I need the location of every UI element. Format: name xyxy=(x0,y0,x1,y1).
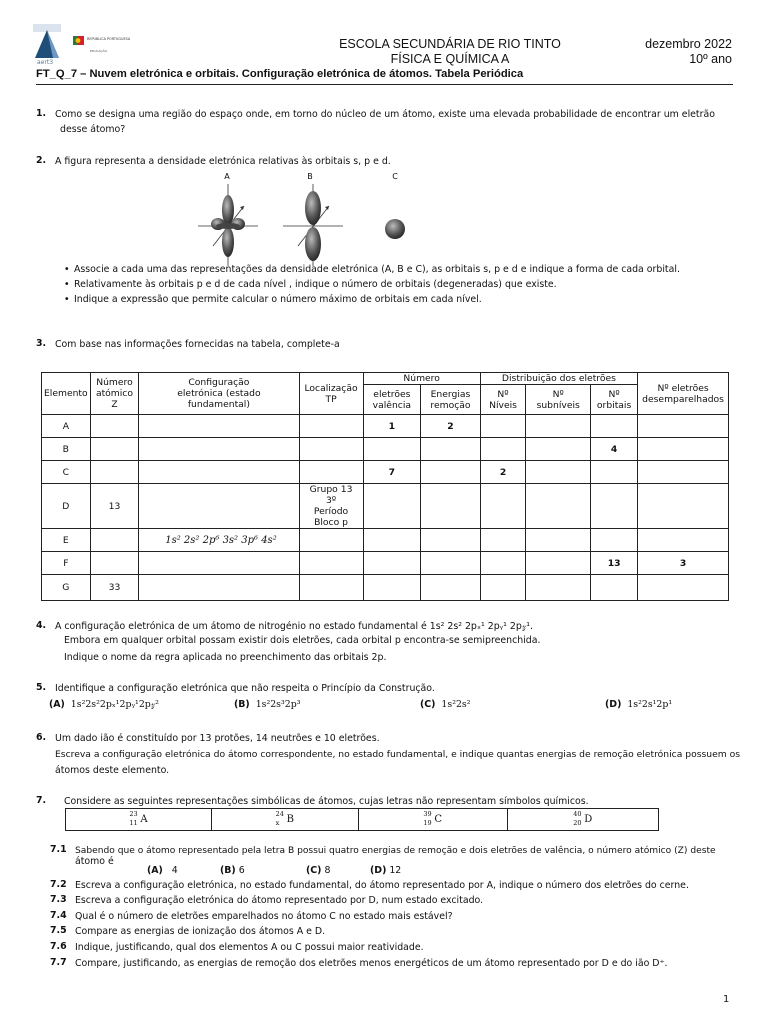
cell-sub[interactable] xyxy=(526,575,591,601)
option-label: (B) xyxy=(234,699,250,710)
cell-z[interactable]: 13 xyxy=(90,484,139,529)
option-text: 1s²2s³2p³ xyxy=(255,699,301,710)
cell-loc[interactable] xyxy=(299,575,363,601)
mass-number: 24 xyxy=(275,810,284,818)
cell-val[interactable] xyxy=(363,552,421,575)
orbital-label-a: A xyxy=(224,172,230,181)
th-orbitais: Nº orbitais xyxy=(591,385,638,415)
cell-rem[interactable] xyxy=(421,461,481,484)
q71-text2: átomo é xyxy=(75,856,114,867)
header-divider xyxy=(36,84,733,85)
grade: 10º ano xyxy=(689,52,732,66)
th-config: Configuração eletrónica (estado fundamental) xyxy=(139,373,299,415)
option-label: (B) xyxy=(220,865,236,876)
q4-number: 4. xyxy=(36,620,47,631)
q77-number: 7.7 xyxy=(50,957,67,968)
cell-sub[interactable] xyxy=(526,415,591,438)
q1-number: 1. xyxy=(36,108,47,119)
q71-option-a[interactable] xyxy=(147,864,178,878)
mass-number: 23 xyxy=(129,810,138,818)
cell-val[interactable] xyxy=(363,575,421,601)
option-label: (D) xyxy=(370,865,387,876)
th-niveis: Nº Níveis xyxy=(480,385,526,415)
d-orbital-a xyxy=(198,184,258,266)
table-row xyxy=(42,552,729,575)
cell-loc[interactable] xyxy=(299,529,363,552)
q5-option-b[interactable] xyxy=(234,698,300,712)
q76-number: 7.6 xyxy=(50,941,67,952)
cell-des[interactable] xyxy=(638,438,729,461)
table-row xyxy=(42,461,729,484)
cell-config[interactable]: 1s² 2s² 2p⁶ 3s² 3p⁶ 4s² xyxy=(139,529,299,552)
cell-niv[interactable] xyxy=(480,415,526,438)
atom-letter: D xyxy=(584,814,593,825)
q71-option-c[interactable] xyxy=(306,864,330,878)
option-value: 4 xyxy=(171,865,178,876)
mass-number: 40 xyxy=(573,810,582,818)
q75-number: 7.5 xyxy=(50,925,67,936)
table-row xyxy=(42,438,729,461)
element-table xyxy=(41,372,729,601)
q6-number: 6. xyxy=(36,732,47,743)
q5-option-c[interactable] xyxy=(420,698,471,712)
option-label: (D) xyxy=(605,699,622,710)
cell-niv[interactable] xyxy=(480,438,526,461)
q1-text-line1: Como se designa uma região do espaço onde, em torno do núcleo de um átomo, existe uma elevada probabilidade de encontrar um eletrão xyxy=(55,109,715,120)
atom-symbol xyxy=(211,809,358,831)
q5-option-a[interactable] xyxy=(49,698,159,712)
cell-des[interactable] xyxy=(638,415,729,438)
cell-el: F xyxy=(42,552,91,575)
cell-niv[interactable] xyxy=(480,484,526,529)
cell-niv[interactable] xyxy=(480,529,526,552)
atomic-number: x xyxy=(275,819,280,827)
cell-des[interactable] xyxy=(638,529,729,552)
q71-number: 7.1 xyxy=(50,844,67,855)
q73-text: Escreva a configuração eletrónica do átomo representado por D, num estado excitado. xyxy=(75,895,484,906)
option-value: 12 xyxy=(389,865,402,876)
q2-bullet: • Relativamente às orbitais p e d de cada nível , indique o número de orbitais (degeneradas) que existe. xyxy=(64,277,680,292)
cell-orb[interactable]: 13 xyxy=(591,552,638,575)
cell-sub[interactable] xyxy=(526,552,591,575)
cell-loc[interactable] xyxy=(299,415,363,438)
q71-text: Sabendo que o átomo representado pela letra B possui quatro energias de remoção e dois eletrões de valência, o número atómico (Z) deste xyxy=(75,846,716,856)
cell-sub[interactable] xyxy=(526,438,591,461)
orbital-labels xyxy=(215,172,415,184)
option-label: (C) xyxy=(420,699,436,710)
cell-loc[interactable] xyxy=(299,438,363,461)
cell-rem[interactable] xyxy=(421,529,481,552)
q5-option-d[interactable] xyxy=(605,698,672,712)
q1-text-line2: desse átomo? xyxy=(60,124,126,135)
date-block xyxy=(600,37,732,67)
option-text: 1s²2s²2pₓ¹2pᵧ¹2p𝓏² xyxy=(70,699,159,710)
cell-orb[interactable] xyxy=(591,529,638,552)
th-distrib: Distribuição dos eletrões xyxy=(480,373,637,385)
q2-bullets xyxy=(64,262,680,307)
th-desemp: Nº eletrões desemparelhados xyxy=(638,373,729,415)
option-label: (C) xyxy=(306,865,322,876)
q75-text: Compare as energias de ionização dos átomos A e D. xyxy=(75,926,326,937)
atomic-number: 11 xyxy=(129,819,138,827)
mass-number: 39 xyxy=(423,810,432,818)
cell-val[interactable] xyxy=(363,484,421,529)
cell-el: G xyxy=(42,575,91,601)
aerc-logo xyxy=(33,24,61,58)
atom-symbol xyxy=(358,809,507,831)
cell-rem[interactable]: 2 xyxy=(421,415,481,438)
q4-line1: A configuração eletrónica de um átomo de nitrogénio no estado fundamental é 1s² 2s² 2pₓ¹ 2pᵧ¹ 2p𝓏¹. xyxy=(55,621,533,632)
atom-letter: C xyxy=(434,814,442,825)
cell-config[interactable] xyxy=(139,575,299,601)
cell-orb[interactable] xyxy=(591,575,638,601)
cell-config[interactable] xyxy=(139,438,299,461)
atom-letter: B xyxy=(286,814,295,825)
aerc-logo-text: aert3 xyxy=(37,59,54,66)
q3-number: 3. xyxy=(36,338,47,349)
th-element: Elemento xyxy=(42,373,91,415)
cell-z[interactable] xyxy=(90,529,139,552)
cell-des[interactable] xyxy=(638,484,729,529)
cell-loc[interactable] xyxy=(299,461,363,484)
cell-niv[interactable] xyxy=(480,575,526,601)
q7-number: 7. xyxy=(36,795,47,806)
cell-rem[interactable] xyxy=(421,552,481,575)
option-value: 8 xyxy=(324,865,331,876)
subject-name: FÍSICA E QUÍMICA A xyxy=(390,52,510,66)
q71-option-b[interactable] xyxy=(220,864,245,878)
q6-line2: Escreva a configuração eletrónica do átomo correspondente, no estado fundamental, e indique quantas energias de remoção eletrónica possuem os xyxy=(55,749,741,760)
q71-option-d[interactable] xyxy=(370,864,401,878)
orbital-label-c: C xyxy=(392,172,398,181)
option-text: 1s²2s¹2p¹ xyxy=(627,699,673,710)
cell-config[interactable] xyxy=(139,415,299,438)
option-value: 6 xyxy=(238,865,245,876)
q74-text: Qual é o número de eletrões emparelhados no átomo C no estado mais estável? xyxy=(75,911,453,922)
q5-text: Identifique a configuração eletrónica que não respeita o Princípio da Construção. xyxy=(55,683,435,694)
cell-config[interactable] xyxy=(139,484,299,529)
cell-config[interactable] xyxy=(139,552,299,575)
republica-text: REPÚBLICA PORTUGUESA xyxy=(87,37,131,41)
cell-z[interactable]: 33 xyxy=(90,575,139,601)
date: dezembro 2022 xyxy=(645,37,732,51)
q2-number: 2. xyxy=(36,155,47,166)
q2-text: A figura representa a densidade eletrónica relativas às orbitais s, p e d. xyxy=(55,156,391,167)
atom-symbols-table xyxy=(65,808,659,831)
cell-sub[interactable] xyxy=(526,529,591,552)
cell-val[interactable] xyxy=(363,438,421,461)
atom-symbol xyxy=(507,809,658,831)
q4-line2: Embora em qualquer orbital possam existir dois eletrões, cada orbital p encontra-se semipreenchida. xyxy=(64,635,541,646)
th-loc: Localização TP xyxy=(299,373,363,415)
cell-niv[interactable] xyxy=(480,552,526,575)
school-logos xyxy=(33,24,143,66)
cell-z[interactable] xyxy=(90,415,139,438)
page-number: 1 xyxy=(723,994,730,1005)
atom-symbol xyxy=(66,809,212,831)
atomic-number: 20 xyxy=(573,819,582,827)
cell-orb[interactable] xyxy=(591,415,638,438)
table-row xyxy=(42,415,729,438)
th-numero: Número xyxy=(363,373,480,385)
q6-line1: Um dado ião é constituído por 13 protões, 14 neutrões e 10 eletrões. xyxy=(55,733,380,744)
q72-number: 7.2 xyxy=(50,879,67,890)
republica-sub: EDUCAÇÃO xyxy=(90,49,107,53)
cell-sub[interactable] xyxy=(526,484,591,529)
table-row xyxy=(42,575,729,601)
cell-el: B xyxy=(42,438,91,461)
q77-text: Compare, justificando, as energias de remoção dos eletrões menos energéticos de um átomo representado por D e do ião D⁺. xyxy=(75,958,668,969)
cell-des[interactable]: 3 xyxy=(638,552,729,575)
cell-el: A xyxy=(42,415,91,438)
orbital-figure xyxy=(198,184,428,268)
q2-bullet: • Indique a expressão que permite calcular o número máximo de orbitais em cada nível. xyxy=(64,292,680,307)
th-valencia: eletrões valência xyxy=(363,385,421,415)
cell-rem[interactable] xyxy=(421,438,481,461)
cell-z[interactable] xyxy=(90,552,139,575)
q72-text: Escreva a configuração eletrónica, no estado fundamental, do átomo representado por A, indique o número dos eletrões do cerne. xyxy=(75,880,689,891)
q73-number: 7.3 xyxy=(50,894,67,905)
cell-el: C xyxy=(42,461,91,484)
th-remocao: Energias remoção xyxy=(421,385,481,415)
cell-niv[interactable]: 2 xyxy=(480,461,526,484)
cell-z[interactable] xyxy=(90,461,139,484)
th-subniveis: Nº subníveis xyxy=(526,385,591,415)
p-orbital-b xyxy=(283,184,343,266)
cell-el: E xyxy=(42,529,91,552)
cell-z[interactable] xyxy=(90,438,139,461)
s-orbital-c xyxy=(385,219,405,239)
q3-text: Com base nas informações fornecidas na tabela, complete-a xyxy=(55,339,340,350)
republica-logo xyxy=(73,36,84,45)
orbital-label-b: B xyxy=(307,172,313,181)
th-z: Número atómico Z xyxy=(90,373,139,415)
q5-number: 5. xyxy=(36,682,47,693)
cell-sub[interactable] xyxy=(526,461,591,484)
sheet-title: FT_Q_7 – Nuvem eletrónica e orbitais. Configuração eletrónica de átomos. Tabela Periódica xyxy=(36,68,524,80)
table-row xyxy=(42,529,729,552)
cell-config[interactable] xyxy=(139,461,299,484)
cell-val[interactable]: 1 xyxy=(363,415,421,438)
q76-text: Indique, justificando, qual dos elementos A ou C possui maior reatividade. xyxy=(75,942,424,953)
cell-orb[interactable] xyxy=(591,484,638,529)
cell-val[interactable]: 7 xyxy=(363,461,421,484)
cell-des[interactable] xyxy=(638,461,729,484)
cell-val[interactable] xyxy=(363,529,421,552)
cell-orb[interactable] xyxy=(591,461,638,484)
q74-number: 7.4 xyxy=(50,910,67,921)
table-row xyxy=(42,484,729,529)
cell-des[interactable] xyxy=(638,575,729,601)
q2-bullet: • Associe a cada uma das representações da densidade eletrónica (A, B e C), as orbitais s, p e d e indique a forma de cada orbital. xyxy=(64,262,680,277)
cell-rem[interactable] xyxy=(421,484,481,529)
atomic-number: 19 xyxy=(423,819,432,827)
q7-text: Considere as seguintes representações simbólicas de átomos, cujas letras não representam símbolos químicos. xyxy=(64,796,589,807)
atom-letter: A xyxy=(140,814,148,825)
cell-loc[interactable] xyxy=(299,552,363,575)
school-name: ESCOLA SECUNDÁRIA DE RIO TINTO xyxy=(339,37,561,51)
option-text: 1s²2s² xyxy=(441,699,471,710)
q6-line3: átomos deste elemento. xyxy=(55,765,170,776)
cell-el: D xyxy=(42,484,91,529)
q4-line3: Indique o nome da regra aplicada no preenchimento das orbitais 2p. xyxy=(64,652,387,663)
option-label: (A) xyxy=(49,699,65,710)
cell-rem[interactable] xyxy=(421,575,481,601)
option-label: (A) xyxy=(147,865,163,876)
school-name-block xyxy=(300,37,600,67)
cell-loc[interactable]: Grupo 13 3º Período Bloco p xyxy=(299,484,363,529)
cell-orb[interactable]: 4 xyxy=(591,438,638,461)
